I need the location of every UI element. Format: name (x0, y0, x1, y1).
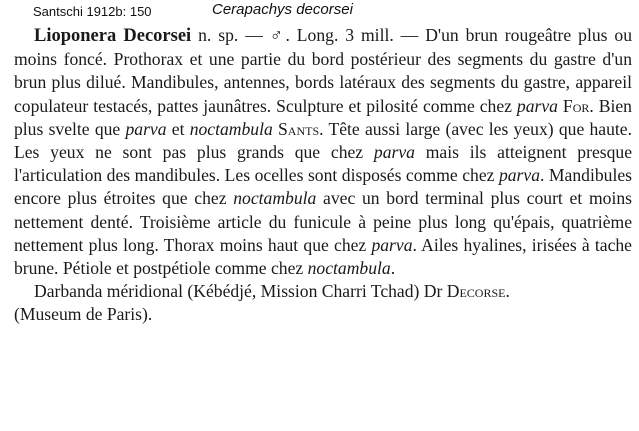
taxon-name: Lioponera Decorsei (34, 26, 192, 46)
museum-text: (Museum de Paris). (14, 304, 153, 325)
taxon-parva: parva (373, 142, 415, 163)
author-santschi: Sants. (272, 118, 324, 139)
taxon-parva: parva (516, 95, 558, 116)
taxon-noctambula: noctambula (307, 258, 391, 279)
author-forel: For. (562, 95, 594, 116)
description-text: mais ils atteignent presque l'articulation des mandibules. Les ocelles sont disposés comme chez (14, 142, 633, 186)
description-text: . Ailes hyalines, irisées à tache brune. Pétiole et postpétiole comme chez (14, 234, 632, 279)
description-text: Tête aussi large (avec les yeux) que haute. Les yeux ne sont pas plus grands que chez (14, 118, 632, 163)
taxon-parva: parva (498, 165, 540, 186)
description-text: Bien plus svelte que (14, 95, 632, 139)
header-bar (0, 1, 639, 23)
collector-name: Decorse. (446, 281, 510, 302)
description-text: avec un bord terminal plus court et moins nettement denté. Troisième article du funicule à peine plus long qu'épais, quatrième nettement plus long. Thorax moins haut que chez (14, 188, 632, 255)
description-text: . (390, 258, 396, 279)
description-text: n. sp. — ♂. Long. 3 mill. — D'un brun rougeâtre plus ou moins foncé. Prothorax et une partie du bord postérieur des segments du gastre d'un brun plus dilué. Mandibules, antennes, bords latéraux des segments du gastre, appareil copulateur testacés, pattes jaunâtres. Sculpture et pilosité comme chez (14, 25, 632, 116)
document-body (14, 24, 632, 327)
locality-text: Darbanda méridional (Kébédjé, Mission Charri Tchad) Dr (34, 281, 447, 302)
citation-label: Santschi 1912b: 150 (33, 4, 152, 19)
taxon-parva: parva (125, 118, 167, 139)
taxon-noctambula: noctambula (189, 118, 273, 139)
taxon-noctambula: noctambula (233, 188, 317, 209)
description-text: et (166, 118, 190, 139)
description-text: . Mandibules encore plus étroites que chez (14, 165, 632, 209)
taxon-parva: parva (371, 234, 413, 255)
species-name-label: Cerapachys decorsei (212, 1, 353, 18)
species-description (14, 24, 632, 280)
locality-paragraph (14, 280, 632, 326)
